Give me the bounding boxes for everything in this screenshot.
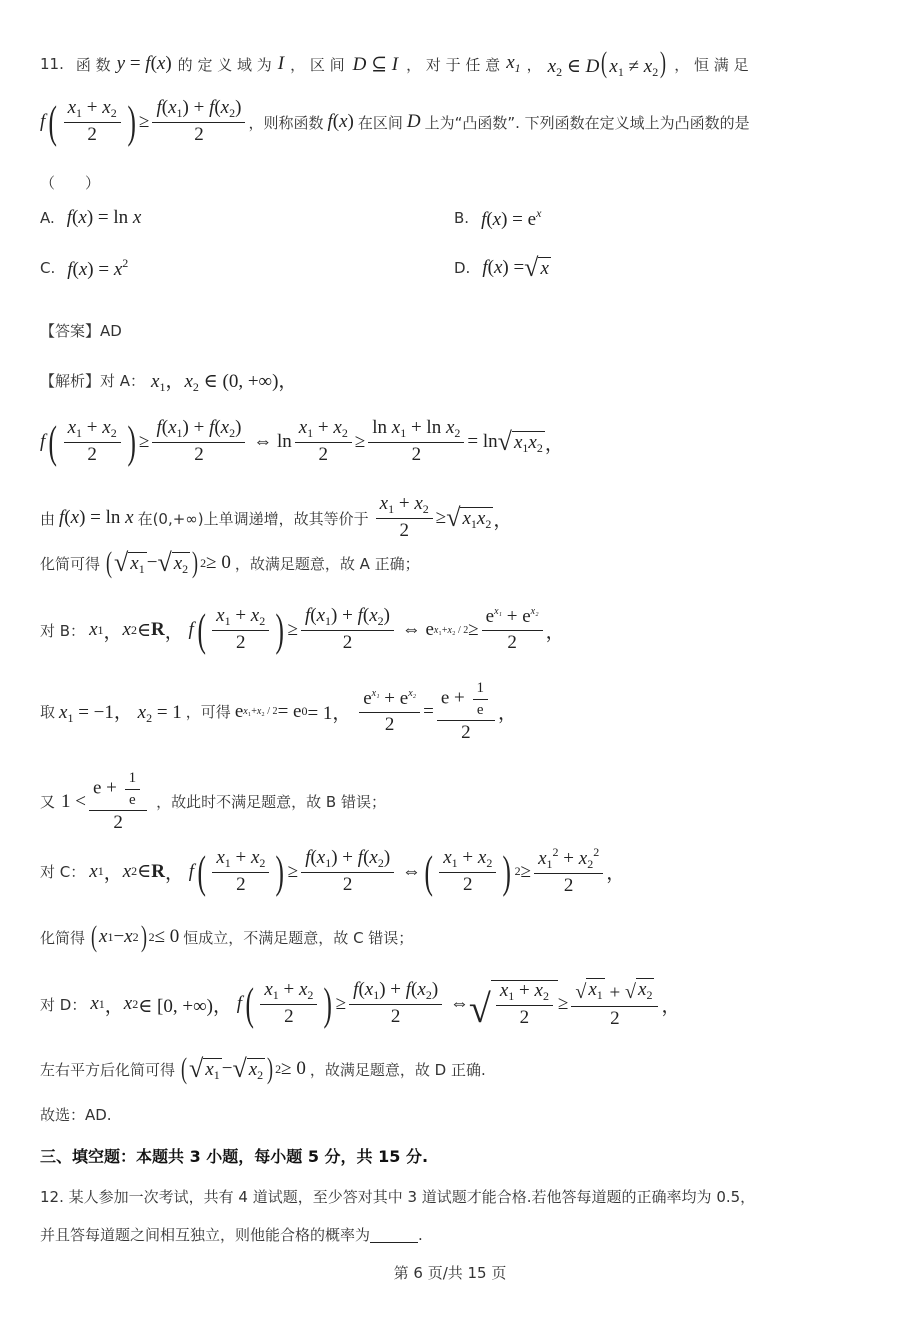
analysis-d-line1: 对 D： x 1 ， x 2 ∈ [0, +∞)， f ( $\frac{x_1 + x_2}{2}$ ) ≥ $\frac{f(x_1) + f(x_2)}{2}$ ⇔ √ $\frac{x_1 + x_2}{2}$ ≥ √ $x_1$ + √ $x_2$ 2 ， [40,978,681,1031]
answer-line: 【答案】AD [40,322,122,340]
analysis-a-line4: 化简可得 ( √ $x_1$ − √ $x_2$ ) 2 ≥ 0 ，故满足题意，故 A 正确； [40,546,420,579]
analysis-a-line1: 【解析】对 A： $x_1$，$x_2$ ∈ (0, +∞)， [40,371,298,394]
math-convex-def: f ( $\frac{x_1 + x_2}{2}$ ) ≥ $\frac{f(x_1) + f(x_2)}{2}$ [40,98,248,146]
math-x2-in-D: $x_2$ ∈ D( $x_1 \ne x_2$) [547,46,667,79]
analysis-b-line2: 取 $x_1 = -1$， $x_2 = 1$ ，可得 e x₁+x₂ / 2 = e 0 = 1， $\frac{e^{x_1} + e^{x_2}}{2}$ = e + $\frac{1}{e}$ 2 ， [40,680,518,743]
answer-blank[interactable] [370,1226,418,1243]
option-a: A. f(x) = ln x [40,207,142,228]
option-b: B. $f(x) = e^x$ [454,205,542,230]
math-y-eq-fx: y = f(x) [116,53,172,74]
analysis-b-line3: 又 1 < e + $\frac{1}{e}$ 2 ，故此时不满足题意，故 B 错误； [40,770,386,833]
q12-line1: 12. 某人参加一次考试，共有 4 道试题，至少答对其中 3 道试题才能合格.若他答每道题的正确率均为 0.5， [40,1188,756,1206]
math-D-subset-I: D ⊆ I [352,53,399,75]
analysis-c-line1: 对 C： x 1 ， x 2 ∈ R ， f ( $\frac{x_1 + x_2}{2}$ ) ≥ $\frac{f(x_1) + f(x_2)}{2}$ ⇔ ( $\frac{x_1 + x_2}{2}$ ) 2 ≥ $\frac{x_1^2 + x_2^2}{2}$ ， [40,845,626,897]
page-footer: 第 6 页/共 15 页 [393,1264,507,1282]
analysis-b-line1: 对 B： x 1 ， x 2 ∈ R ， f ( $\frac{x_1 + x_2}{2}$ ) ≥ $\frac{f(x_1) + f(x_2)}{2}$ ⇔ e x₁+x₂ / 2 ≥ $\frac{e^{x_1} + e^{x_2}}{2}$ ， [40,604,565,656]
option-c: C. $f(x) = x^2$ [40,255,129,280]
analysis-c-line2: 化简得 ( x 1 − x 2 ) 2 ≤ 0 恒成立，不满足题意，故 C 错误； [40,920,414,953]
analysis-a-line2: f ( $\frac{x_1 + x_2}{2}$ ) ≥ $\frac{f(x_1) + f(x_2)}{2}$ ⇔ ln $\frac{x_1 + x_2}{2}$ ≥ $\frac{\ln x_1 + \ln x_2}{2}$ = ln √ $x_1x_2$ ， [40,416,564,468]
analysis-a-line3: 由 f(x) = ln x 在(0,+∞)上单调递增，故其等价于 $\frac{x_1 + x_2}{2}$ ≥ √ $x_1x_2$ ， [40,493,513,542]
analysis-d-line2: 左右平方后化简可得 ( √ $x_1$ − √ $x_2$ ) 2 ≥ 0 ，故满足题意，故 D 正确. [40,1052,486,1085]
q12-line2: 并且答每道题之间相互独立，则他能合格的概率为 . [40,1225,423,1244]
q11-paren: （ ） [40,174,101,192]
q11-number: 11. [40,55,64,73]
q11-stem-line1: 11. 函 数 y = f(x) 的 定 义 域 为 I ， 区 间 D ⊆ I ， 对 于 任 意 $x_1$ ， $x_2$ ∈ D( $x_1 \ne x_2$) ， 恒 满 足 [40,46,749,79]
section-3-heading: 三、填空题：本题共 3 小题，每小题 5 分，共 15 分. [40,1147,429,1166]
conclusion-line: 故选：AD. [40,1106,112,1124]
option-d: D. f ( x ) = √ x [454,253,549,282]
q11-stem-line2: f ( $\frac{x_1 + x_2}{2}$ ) ≥ $\frac{f(x_1) + f(x_2)}{2}$ ，则称函数 f(x) 在区间 D 上为“凸函数”. 下列函数在定义域上为凸函数的是 [40,96,750,148]
